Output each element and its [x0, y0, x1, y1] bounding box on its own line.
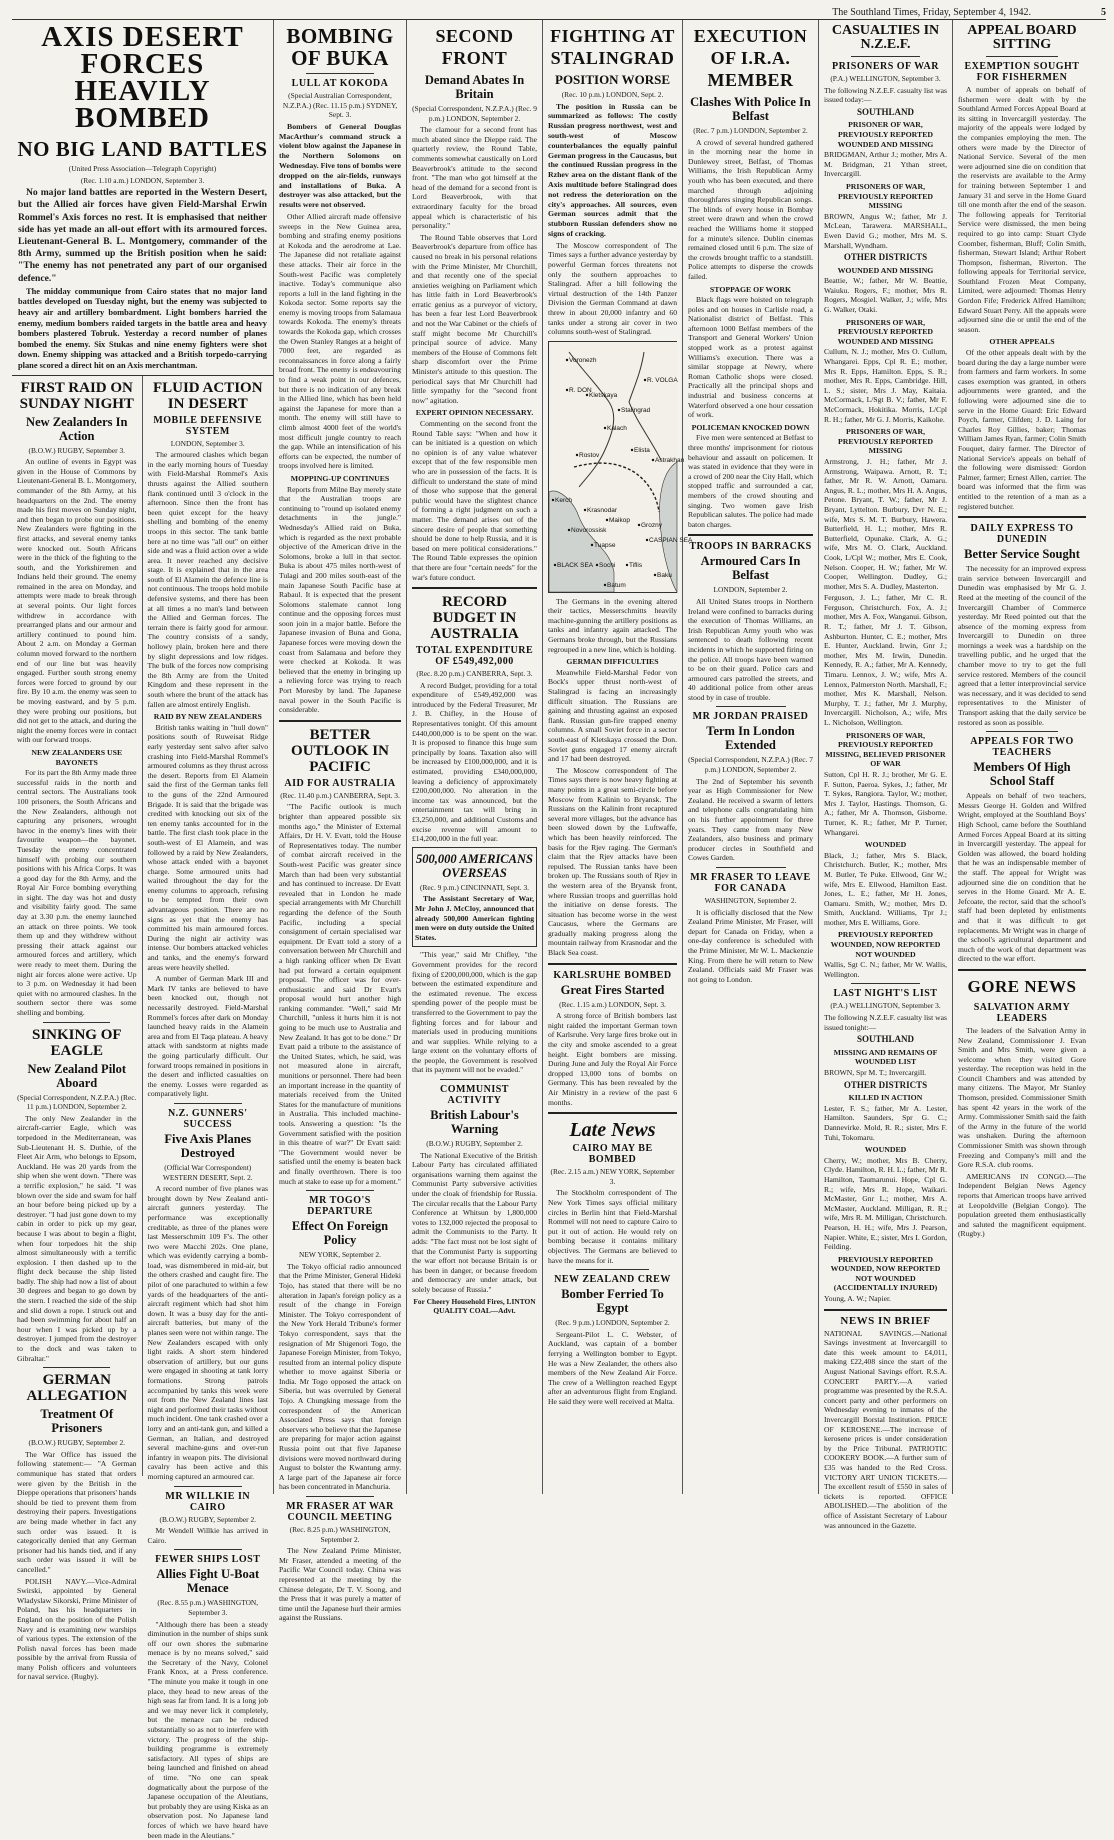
communist-body: The National Executive of the British Labour Party has circulated affiliated organisations warning them against the Communist Party subversive activities under the cloak of friendship for Russia. The circular recalls that the Labour Party Conference at Whitsun by 1,800,000 votes to 132,000 rejected the proposal to admit the Communists to the Party. It adds: "The fact must not be lost sight of that the Communist Party is supporting the war effort not because Britain is or has been in danger, or because freedom and democracy are under attack, but solely because of Russia." [412, 1151, 537, 1295]
karlsruhe-body: A strong force of British bombers last night raided the important German town of Karlsruhe. Very large fires broke out in the city and smoke ascended to a great height. Eight bombers are missing. During June and July the Royal Air Force dropped 13,000 tons of bombs on Germany. This has been revealed by the Air Ministry in a review of the past 6 months. [548, 1011, 677, 1107]
map-label: R. DON [569, 387, 592, 394]
divider [824, 1309, 947, 1311]
map-city-dot [584, 508, 586, 510]
troops-subheadline: Armoured Cars In Belfast [688, 554, 813, 582]
jordan-headline: MR JORDAN PRAISED [688, 711, 813, 722]
stalingrad-lead: The position in Russia can be summarized as follows: The costly Russian progress northwest, west and south-west of Moscow counterbalances the equally painful German progress in the Caucasus, but the continued Russian progress in the Rzhev area on the distant flank of the Axis multitude before Stalingrad does not redress the deterioration on the city's approaches. All sources, even German sources admit that the stubborn Russian defenders show no signs of cracking. [548, 102, 677, 239]
masthead [12, 6, 1106, 20]
map-label: Baku [657, 572, 672, 579]
buka-headline: BOMBING OF BUKA [279, 25, 401, 69]
divider [851, 983, 920, 984]
buka-body: Other Allied aircraft made offensive sweeps in the New Guinea area, bombing and strafing enemy positions at Kokoda and the aerodrome at Lae. The Japanese did not retaliate against these attacks. Their air force in the South-west Pacific was completely inactive. Today's communique also reports a lull in the land fighting in the Kokoda sector. Some reports say the enemy is moving troops from Salamaua towards Kokoda. The enemy's threats towards the Kokoda gap, which crosses the Owen Stanley Ranges at a height of 7000 feet, are regarded as reconnaissances in force along a fairly broad front. The enemy is endeavouring to find a weak point in our defences, but there is no indication of any break in the Allied line, which has been held against the Japanese for more than a month. The enemy will still have to climb almost 4000 feet of the world's most difficult jungle country to reach the gap. While an intensification of his efforts can be expected, the number of troops involved here is limited. [279, 212, 401, 471]
communist-headline: COMMUNIST ACTIVITY [412, 1084, 537, 1106]
fluid-action-body: The armoured clashes which began in the early morning hours of Tuesday with Field-Marshal Rommel's Axis thrusts against the Allied southern flank continued until 3 o'clock in the afternoon. Since then the front has been quiet except for the heavy shelling and bombing of the enemy troops in this sector. The tank battle here at no time was "all out" on either side and was a fluid action over a wide area. It never reached any decisive stage. It is explained that in the area south of El Alamein the defence line is not continuous. The troops hold mobile defensive systems, and there has been at all times a no man's land between the Allied and German forces. The terrain there is fairly good for armour. The country consists of a sandy, hollowy plain, broken here and there by slight depressions and low ridges. The bulk of the forces now comprising the 8th Army are from the United Kingdom and these represent in the south where the brunt of the attack has fallen are almost entirely English. [148, 450, 269, 709]
stalingrad-subheadline: POSITION WORSE [548, 73, 677, 87]
gunners-subheadline: Five Axis Planes Destroyed [148, 1132, 269, 1160]
willkie-body: Mr Wendell Willkie has arrived in Cairo. [148, 1526, 269, 1545]
polish-navy-brief: POLISH NAVY.—Vice-Admiral Swirski, appointed by General Wladyslaw Sikorski, Prime Minister of Poland, has his headquarters in England on the position of the Polish Navy and is examining new warships of various types. The extension of the Polish naval forces has been made possible by the arrival from Russia of many Polish officers and volunteers for naval service. (Rugby). [17, 1577, 137, 1683]
togo-subheadline: Effect On Foreign Policy [279, 1219, 401, 1247]
execution-body: A crowd of several hundred gathered in the morning near the home in Dunlewey street, Belfast, of Thomas Williams, the Irish Republican Army youth who has been executed, and there marched through adjoining thoroughfares singing Republican songs. The blinds of every house in Bombay street were drawn and when the crowd reached the Williams home it stopped for a minute's silence. Dublin cinemas remained closed until 6 p.m. The size of the crowds brought traffic to a standstill. Police attempts to disperse the crowds failed. [688, 138, 813, 282]
column-3 [274, 20, 407, 1494]
jordan-dateline: (Special Correspondent, N.Z.P.A.) (Rec. 7 p.m.) LONDON, September 2. [688, 755, 813, 774]
map-label: Sochi [599, 562, 615, 569]
second-front-body-2: Commenting on the second front the Round Table says: "When and how it can be initiated is a question on which no opinion is of any value whatever except that of the few responsible men who are in possession of the facts. It is difficult to understand the state of mind of those who suppose that the general public would have the slightest chance of forming a right judgment on such a matter. The demand arises out of the sincere desire of people that something should be done to help Russia, and it is based on mere political considerations." The Round Table expresses the opinion that there are four "certain needs" for the war's future conduct. [412, 419, 537, 582]
togo-headline: MR TOGO'S DEPARTURE [279, 1195, 401, 1217]
first-raid-headline: FIRST RAID ON SUNDAY NIGHT [17, 380, 137, 412]
fraser-council-body: The New Zealand Prime Minister, Mr Fraser, attended a meeting of the Pacific War Council today. China was represented at the meeting by the Chinese delegate, Dr T. V. Soong, and the Press that it was purely a matter of time until the Japanese hurl their armies against the Russians. [279, 1546, 401, 1623]
americans-body: The Assistant Secretary of War, Mr John J. McCloy, announced that already 500,000 American fighting men were on duty outside the United States. [415, 894, 534, 942]
execution-dateline: (Rec. 7 p.m.) LONDON, September 2. [688, 126, 813, 136]
cairo-headline: CAIRO MAY BE BOMBED [548, 1143, 677, 1165]
map-city-dot [586, 393, 588, 395]
karlsruhe-subheadline: Great Fires Started [548, 983, 677, 997]
execution-crosshead: STOPPAGE OF WORK [688, 285, 813, 295]
map-city-dot [644, 378, 646, 380]
americans-dateline: (Rec. 9 p.m.) CINCINNATI, Sept. 3. [415, 883, 534, 893]
map-city-dot [576, 453, 578, 455]
news-in-brief-headline: NEWS IN BRIEF [824, 1316, 947, 1327]
column-6 [683, 20, 819, 1494]
jordan-subheadline: Term In London Extended [688, 724, 813, 752]
column-8 [953, 20, 1091, 1494]
column-5 [543, 20, 683, 1494]
troops-headline: TROOPS IN BARRACKS [688, 541, 813, 552]
last-night-list-dateline: (P.A.) WELLINGTON, September 3. [824, 1001, 947, 1011]
fewer-ships-headline: FEWER SHIPS LOST [148, 1554, 269, 1565]
communist-dateline: (B.O.W.) RUGBY, September 2. [412, 1139, 537, 1149]
americans-headline: 500,000 AMERICANS OVERSEAS [415, 852, 534, 880]
casualties-intro: The following N.Z.E.F. casualty list was issued today:— [824, 86, 947, 105]
divider [174, 1549, 242, 1550]
gunners-headline: N.Z. GUNNERS' SUCCESS [148, 1108, 269, 1130]
list-entries: Cherry, W.; mother, Mrs B. Cherry, Clyde. Hamilton, R. H. L.; father, Mr R. Hamilton, Taumarunui. Hope, Cpl G. R.; wife, Mrs R. Hope, Waikari. McMaster, Gnr L.; mother, Mrs A. McMaster, Auckland. Milligan, R. R.; wife, Mrs R. M. Milligan, Christchurch. Pearson, H. H.; wife, Mrs J. Pearson, Napier. White, E.; sister, Mrs I. Gordon, Feilding. [824, 1156, 947, 1252]
second-front-headline: SECOND FRONT [412, 25, 537, 69]
cairo-dateline: (Rec. 2.15 a.m.) NEW YORK, September 3. [548, 1167, 677, 1186]
list-entries: Young, A. W.; Napier. [824, 1294, 947, 1304]
stalingrad-body-2: The Germans in the evening altered their tactics, Messerschmitts heavily machine-gunning the artillery positions as tanks and infantry again attacked. The Germans broke through, but the Russians regrouped in a new line, which is holding. [548, 597, 677, 655]
divider [43, 1022, 110, 1023]
fluid-action-crosshead: RAID BY NEW ZEALANDERS [148, 712, 269, 722]
stalingrad-body: The Moscow correspondent of The Times says a further advance yesterday by powerful German forces threatens not only the southern approaches to Stalingrad. After a hill following the virtual destruction of the 14th Panzer Division the German Command at dawn threw in about 20,000 infantry and 60 tanks under a strong air cover in two columns south-west of Stalingrad. [548, 241, 677, 337]
divider [548, 1112, 677, 1114]
list-entries: Armstrong, J. H.; father, Mr J. Armstrong, Waipawa. Arnott, R. T.; father, Mr R. W. Arnott, Oamaru. Angus, R. L.; mother, Mrs H. A. Angus, Petone. Bryant, T. W.; father, Mr J. Bryant, Lyttelton. Burbury, Dvr N. E.; wife, Mrs S. M. T. Burbury, Hawera. Butterfield, H. L.; mother, Mrs R. Butterfield, Opunake. Clark, A. G.; wife, Mrs M. O. Clark, Auckland. Cook, L/Cpl W.; mother, Mrs E. Cook, Nelson. Cooper, H. W.; father, Mr W. Cooper, Wellington. Dudley, G.; mother, Mrs S. A. Dudley, Masterton. [824, 457, 947, 591]
caucasus-map [548, 341, 677, 593]
coal-advert: For Cheery Household Fires, LINTON QUALITY COAL—Advt. [412, 1297, 537, 1316]
map-city-dot [596, 563, 598, 565]
buka-lead: Bombers of General Douglas MacArthur's command struck a violent blow against the Japanese in the Northern Solomons on Wednesday. Five tons of bombs were dropped on the air-fields, runways and installations of Buka. A destroyer was also attacked, but the results were not observed. [279, 122, 401, 210]
appeal-board-body-2: Of the other appeals dealt with by the board during the day a large number were from farmers and farm workers. In some cases exemption was granted, in others adjournments were granted, and the following were adjourned sine die to serve in the Home Guard: Eric Edward Poych, farmer, Clifden; J. D. Laing for Charles Roy Gillies, baker; Thomas William James Ryan, farmer; Colin Smith Fouquet, dairy farmer. The Director of National Service's appeals on behalf of the following were dismissed: Gordon Palmer, farmer; Ernest Allen, carrier. The board was informed that the firm was entitled to the retention of a man as a registered butcher. [958, 348, 1086, 511]
second-front-lead: The clamour for a second front has much abated since the Dieppe raid. The quarterly review, the Round Table, comments somewhat caustically on Lord Beaverbrook's attitude to the second front. "The man who got himself at the head of the demand for a second front is Lord Beaverbrook, with that extraordinary faculty for the broad appeal which is characteristic of his personality." [412, 125, 537, 231]
map-city-dot [654, 573, 656, 575]
divider [958, 969, 1086, 971]
appeal-board-headline: APPEAL BOARD SITTING [958, 24, 1086, 52]
fraser-canada-body: It is officially disclosed that the New Zealand Prime Minister, Mr Fraser, will depart for Canada on Friday, when a one-day conference is scheduled with the Prime Minister, Mr W. L. Mackenzie King. From there he will return to New Zealand. Officials said Mr Fraser was not going to London. [688, 908, 813, 985]
list-heading: WOUNDED [824, 1145, 947, 1155]
columns [12, 20, 1106, 1494]
pacific-body: "The Pacific outlook is much brighter than appeared possible six months ago," the Minister of External Affairs, Dr H. V. Evatt, told the House of Representatives today. The number of combat aircraft received in the South-west Pacific was greater since March than had been very substantial and has continued to increase. Dr Evatt revealed that in London he made special arrangements with Mr Churchill regarding the defence of the South Pacific, including a special consignment of certain specialised war equipment. Dr Evatt told a story of a conversation between Mr Churchill and a high ranking officer when Dr Evatt had put forward a certain equipment proposal. The officer was for over-enthusiastic and said Dr Evatt's proposal would hurt another high ranking commander. "Well," said Mr Churchill, "unless it hurts him it is not going to be much use to Australia and New Zealand. It has got to be done." Dr Evatt paid a tribute to the assistance of the United States, which, he said, was not measured alone in aircraft, munitions or personnel. There had been an important increase in the quantity of materials received from the United States for the manufacture of munitions in Australia. This included machine-tools. Answering a question: "Is the Government satisfied with the position in this theatre of war?" Dr Evatt said: "The Government would never be satisfied until the enemy is beaten back and finally overthrown. There is too much at stake to ease up for a moment." [279, 802, 401, 1186]
daily-express-headline: DAILY EXPRESS TO DUNEDIN [958, 523, 1086, 545]
divider [851, 56, 920, 57]
teachers-body: Appeals on behalf of two teachers, Messrs George H. Golden and Wilfred Wright, employed at the Southland Boys' High School, came before the Southland Armed Forces Appeal Board at its sitting in Invercargill yesterday. The appeal for Golden was allowed, the board holding that he was an indispensable member of the staff. The appeal for Wright was adjourned sine die on condition that he serves in the Home Guard. Mr A. E. Jefcoate, the rector, said that the school's staff had been depleted by enlistments and that it was difficult to get replacements. Mr Wright was in charge of the school's agricultural department and much of the work of that department was directed to the war effort. [958, 791, 1086, 964]
fewer-ships-body: "Although there has been a steady diminution in the number of ships sunk off our own shores the submarine menace is by no means solved," said the Secretary of the Navy, Colonel Frank Knox, at a Press conference. "The minute you make it tough in one place, they head to new areas of the high seas far from land. It is a long job and we may never lick it completely, but the menace can be reduced substantially so as not to interfere with victory. The progress of the ship-building programme is extremely satisfactory. All types of ships are being launched and finished on ahead of time. "No one can speak dogmatically about the purpose of the Japanese occupation of the Aleutians, but probably they are using Kiska as an observation post. No Japanese land forces of which we have heard have been made in the Aleutians." [148, 1620, 269, 1840]
main-second-paragraph: The midday communique from Cairo states that no major land battles developed on Tuesday night, but the enemy was subjected to heavy air and artillery bombardment. Light bombers harried the enemy, medium bombers raided targets in the battle area and heavy bombers plastered Tobruk. Yesterday a record number of planes bombed the enemy. Six Stukas and nine enemy fighters were shot down. Enemy shipping was attacked and a British torpedo-carrying plane scored a direct hit on an Axis merchantman. [18, 287, 267, 372]
pacific-headline: BETTER OUTLOOK IN PACIFIC [279, 727, 401, 775]
map-label: Rostov [579, 452, 600, 459]
list-heading: PRISONERS OF WAR, PREVIOUSLY REPORTED MISSING [824, 427, 947, 456]
map-drawing [549, 342, 677, 592]
list-heading: KILLED IN ACTION [824, 1093, 947, 1103]
divider [306, 73, 374, 74]
second-front-dateline: (Special Correspondent, N.Z.P.A.) (Rec. 9 p.m.) LONDON, September 2. [412, 104, 537, 123]
buka-subheadline: LULL AT KOKODA [279, 78, 401, 89]
column-7 [819, 20, 953, 1494]
casualties-headline: CASUALTIES IN N.Z.E.F. [824, 24, 947, 52]
execution-headline: EXECUTION OF I.R.A. MEMBER [688, 25, 813, 91]
fluid-action-dateline: LONDON, September 3. [148, 439, 269, 449]
karlsruhe-dateline: (Rec. 1.15 a.m.) LONDON, Sept. 3. [548, 1000, 677, 1010]
gunners-dateline: (Official War Correspondent) WESTERN DESERT, Sept. 2. [148, 1163, 269, 1182]
map-label: Krasnodar [587, 507, 618, 514]
credit-line: (United Press Association—Telegraph Copyright) [18, 164, 267, 174]
nz-crew-body: Sergeant-Pilot L. C. Webster, of Auckland, was captain of a bomber ferrying a Wellington bomber to Egypt. He was a New Zealander, the others also members of the New Zealand Air Force. The crew of a Wellington reached Egypt after an adventurous flight from England. He said they were well received at Malta. [548, 1330, 677, 1407]
fraser-council-dateline: (Rec. 8.25 p.m.) WASHINGTON, September 2. [279, 1525, 401, 1544]
list-entries: BROWN, Angus W.; father, Mr J. McLean, Tarawera. MARSHALL, Ewen David G.; mother, Mrs M. S. Marshall, Wyndham. [824, 212, 947, 250]
americans-box [412, 847, 537, 948]
list-heading: PRISONERS OF WAR, PREVIOUSLY REPORTED WOUNDED AND MISSING [824, 318, 947, 347]
map-city-dot [554, 563, 556, 565]
togo-dateline: NEW YORK, September 2. [279, 1250, 401, 1260]
list-heading: PREVIOUSLY REPORTED WOUNDED, NOW REPORTED NOT WOUNDED [824, 930, 947, 959]
divider [688, 534, 813, 536]
troops-dateline: LONDON, September 2. [688, 585, 813, 595]
map-label: Voronezh [569, 357, 597, 364]
gore-news-headline: GORE NEWS [958, 976, 1086, 998]
pacific-subheadline: AID FOR AUSTRALIA [279, 778, 401, 789]
german-allegation-subheadline: Treatment Of Prisoners [17, 1407, 137, 1435]
divider [306, 1496, 374, 1497]
region-other: OTHER DISTRICTS [824, 1081, 947, 1091]
map-city-dot [638, 523, 640, 525]
divider [43, 1367, 110, 1368]
divider [174, 1486, 242, 1487]
list-heading: MISSING AND REMAINS OF WOUNDED LIST [824, 1048, 947, 1067]
map-city-dot [552, 498, 554, 500]
divider [576, 1269, 648, 1270]
togo-body: The Tokyo official radio announced that the Prime Minister, General Hideki Tojo, has stated that there will be no alteration in Japan's foreign policy as a result of the change in Foreign Minister. The Tokyo correspondent of the New York Herald Tribune's former Tokyo correspondent, says that the resignation of Mr Shigenori Togo, the Japanese Foreign Minister, from Tokyo, resulted from an internal policy dispute whether to move against Siberia or India. Mr Togo opposed the attack on Siberia, but was overruled by General Tojo. A Chungking message from the correspondent of the American Associated Press says that foreign observers who believe that the Japanese are preparing for major action against Russia point out that five Japanese divisions were moved northward during August to bolster the Kwantung army. A large part of the Japanese air force has been concentrated in Manchuria. [279, 1262, 401, 1492]
fluid-action-body-3: A number of German Mark III and Mark IV tanks are believed to have been knocked out, though not necessarily destroyed. Field-Marshal Rommel's forces after dark on Monday launched heavy raids in the Alamein area and from El Taqa plateau. A heavy attack with sandstorm at nights made the going particularly difficult. Our forward troops remained in positions in the desert and inflicted casualties on the enemy. Losses were regarded as comparatively light. [148, 974, 269, 1099]
stalingrad-dateline: (Rec. 10 p.m.) LONDON, Sept. 2. [548, 90, 677, 100]
divider [440, 1079, 510, 1080]
list-entries: Sutton, Cpl H. R. J.; brother, Mr G. E. F. Sutton, Paeroa. Sykes, J.; father, Mr T. Sykes, Rangiora. Taylor, W.; mother, Mrs J. Taylor, Hastings. Thomson, G. A.; father, Mr A. Thomson, Gisborne. Turner, K. R.; father, Mr P. Turner, Whangarei. [824, 770, 947, 837]
fewer-ships-subheadline: Allies Fight U-Boat Menace [148, 1567, 269, 1595]
first-raid-dateline: (B.O.W.) RUGBY, September 3. [17, 446, 137, 456]
map-label: Stalingrad [621, 407, 651, 414]
first-raid-subheadline: New Zealanders In Action [17, 415, 137, 443]
map-label: Tuapse [594, 542, 616, 549]
list-entries: Beattie, W.; father, Mr W. Beattie, Waiuku. Rogers, F.; mother, Mrs R. Rogers, Mosgiel. Walker, J.; wife, Mrs G. Walker, Otaki. [824, 276, 947, 314]
gore-news-subheadline: SALVATION ARMY LEADERS [958, 1002, 1086, 1024]
divider [986, 56, 1058, 57]
paper-dateline: The Southland Times, Friday, September 4, 1942. [832, 6, 1031, 19]
fewer-ships-dateline: (Rec. 8.55 p.m.) WASHINGTON, September 3. [148, 1598, 269, 1617]
map-label: Kalach [607, 425, 627, 432]
divider [716, 867, 786, 868]
divider [548, 963, 677, 965]
list-entries: BROWN, Spr M. T.; Invercargill. [824, 1068, 947, 1078]
map-label: Maikop [609, 517, 630, 524]
buka-crosshead: MOPPING-UP CONTINUES [279, 474, 401, 484]
communist-subheadline: British Labour's Warning [412, 1108, 537, 1136]
fluid-action-subheadline: MOBILE DEFENSIVE SYSTEM [148, 415, 269, 437]
map-city-dot [604, 426, 606, 428]
list-heading: WOUNDED [824, 840, 947, 850]
divider [716, 706, 786, 707]
eagle-dateline: (Special Correspondent, N.Z.P.A.) (Rec. 11 p.m.) LONDON, September 2. [17, 1093, 137, 1112]
divider [306, 1190, 374, 1191]
divider [986, 731, 1058, 732]
second-front-subheadline: Demand Abates In Britain [412, 73, 537, 101]
column-1 [12, 376, 143, 1476]
map-city-dot [618, 408, 620, 410]
congo-brief: AMERICANS IN CONGO.—The Independent Belgian News Agency reports that American troops have arrived at Leopoldville (Belgian Congo). The population greeted them enthusiastically and saluted the magnificent equipment. (Rugby.) [958, 1172, 1086, 1239]
list-heading: WOUNDED AND MISSING [824, 266, 947, 276]
teachers-subheadline: Members Of High School Staff [958, 760, 1086, 788]
list-entries: Ferguson, J. L.; father, Mr C. R. Ferguson, Christchurch. Fox, A. J.; mother, Mrs A. Fox, Wanganui. Gibson, R. T.; father, Mr J. T. Gibson, Ashburton. Hunter, C. E.; mother, Mrs E. Hunter, Auckland. Irwin, Gnr J.; mother, Mrs M. Irwin, Dunedin. Kennedy, R. A.; father, Mr A. Kennedy, Timaru. Lennox, J. W.; wife, Mrs A. Lennox, Palmerston North. Marshall, F.; mother, Mrs K. Marshall, Nelson. Murphy, T. J.; father, Mr J. Murphy, Invercargill. Nicholson, A.; wife, Mrs L. Nicholson, Wellington. [824, 593, 947, 727]
budget-headline: RECORD BUDGET IN AUSTRALIA [412, 594, 537, 642]
budget-subheadline: TOTAL EXPENDITURE OF £549,492,000 [412, 645, 537, 667]
column-2 [143, 376, 274, 1476]
execution-body-3: Five men were sentenced at Belfast to three months' imprisonment for riotous behaviour and assault on policemen. It was stated in evidence that they were in a crowd of 200 near the City Hall, which stopped traffic and surrounded a car, members of the crowd shouting and singing. Two women gave Irish Republican salutes. The police had made baton charges. [688, 433, 813, 529]
divider [174, 1103, 242, 1104]
list-entries: Cullum, N. J.; mother, Mrs O. Cullum, Whangarei. Epps, Cpl R. E.; mother, Mrs R. Epps, Hamilton. Epps, S. R.; mother, Mrs R. Epps, Cambridge. Hill, L. S.; sister, Mrs J. May, Kaitaia. McCormack, L/Sgt B. V.; father, Mr F. McCormack, Hokitika. Morris, L/Cpl R. H.; father, Mr G. J. Morris, Kaikohe. [824, 347, 947, 424]
map-label: Astrakhan [655, 457, 685, 464]
appeal-board-crosshead: OTHER APPEALS [958, 337, 1086, 347]
gore-news-body: The leaders of the Salvation Army in New Zealand, Commissioner J. Evan Smith and Mrs Smith, were given a welcome when they visited Gore yesterday. The reception was held in the Council Chambers and was attended by many citizens. The Mayor, Mr Stanley Thomson, presided. Commissioner Smith has spent 42 years in the work of the Army. Commissioner Smith said the faith of the Army in the future of the world was unshaken. During the afternoon Commissioner Smith was shown through Freezing and Company's mill and the Gore R.S.A. club rooms. [958, 1026, 1086, 1170]
buka-body-2: Reports from Milne Bay merely state that the Australian troops are continuing to "round up isolated enemy detachments in the jungle." Wednesday's Allied raid on Buka, which is regarded as the next probable objective of the American drive in the Solomons, broke a lull in that sector. Buka is about 475 miles north-west of Tulagi and 200 miles south-east of the main Japanese South Pacific base at Rabaul. It is expected that the present Solomons stalemate cannot long continue and the opposing forces must soon join in a major battle. Before the Japanese invasion of Buna and Gona, Japanese forces were moving down the coast from Salamaua and before they were checked at Kokoda. It was believed that the enemy in bringing up a relieving force was trying to reach Port Moresby by land. The Japanese naval power in the South Pacific is considerable. [279, 485, 401, 715]
last-night-list-headline: LAST NIGHT'S LIST [824, 988, 947, 999]
budget-dateline: (Rec. 8.20 p.m.) CANBERRA, Sept. 3. [412, 669, 537, 679]
list-entries: Black, J.; father, Mrs S. Black, Christchurch. Butler, K.; mother, Mrs M. Butler, Te Puke. Ellwood, Gnr W.; wife, Mrs E. Ellwood, Hamilton East. Jones, L. E.; father, Mr H. Jones, Oamaru. Smith, W.; mother, Mrs D. Smith, Auckland. Williams, Tpr J.; mother, Mrs E. Williams, Gore. [824, 851, 947, 928]
divider [279, 720, 401, 722]
region-southland: SOUTHLAND [824, 1035, 947, 1045]
lead-subcolumns [12, 375, 273, 1476]
willkie-dateline: (B.O.W.) RUGBY, September 2. [148, 1515, 269, 1525]
second-front-crosshead: EXPERT OPINION NECESSARY. [412, 408, 537, 418]
nz-crew-headline: NEW ZEALAND CREW [548, 1274, 677, 1285]
fraser-council-headline: MR FRASER AT WAR COUNCIL MEETING [279, 1501, 401, 1523]
fraser-canada-dateline: WASHINGTON, September 2. [688, 896, 813, 906]
map-label: Grozny [641, 522, 663, 529]
map-city-dot [626, 563, 628, 565]
column-4 [407, 20, 543, 1494]
list-entries: Lester, F. S.; father, Mr A. Lester, Hamilton. Saunders, Spr G. C.; Dannevirke. Mold, R. R.; sister, Mrs F. Tuhi, Tokomaru. [824, 1104, 947, 1142]
stalingrad-crosshead: GERMAN DIFFICULTIES [548, 657, 677, 667]
map-label: R. VOLGA [647, 377, 678, 384]
first-raid-crosshead: NEW ZEALANDERS USE BAYONETS [17, 748, 137, 767]
region-other: OTHER DISTRICTS [824, 253, 947, 263]
divider [958, 516, 1086, 518]
map-city-dot [652, 458, 654, 460]
late-news-heading: Late News [548, 1119, 677, 1141]
eagle-subheadline: New Zealand Pilot Aboard [17, 1062, 137, 1090]
cairo-body: The Stockholm correspondent of The New York Times says official military circles in Berlin hint that Field-Marshal Rommel will not need to capture Cairo to put it out of action. He would rely on bombing because it contains military objectives. The Germans are believed to have the means for it. [548, 1188, 677, 1265]
stalingrad-headline: FIGHTING AT STALINGRAD [548, 25, 677, 69]
list-heading: PRISONERS OF WAR, PREVIOUSLY REPORTED MISSING [824, 182, 947, 211]
map-label: Novorossisk [571, 527, 607, 534]
stalingrad-body-4: The Moscow correspondent of The Times says there is now heavy fighting at many points in a great semi-circle before Moscow from Kalinin to Bryansk. The Russians on the Kalinin front recaptured several more villages, but the advance has been slowed down by the Luftwaffe, which has been heavily reinforced. The basis for the Rjev raging. The German's claim that the Rjev attacks have been repulsed. The Russian tanks have been broken up. The Russians south of Rjev in the western area of the Bryansk front, where Russian troops and guerrillas hold the initiative on dense forests. The situation has become worse in the west Caucasus, where the Germans are gradually making progress along the mountain railway from Krasnodar and the Black Sea coast. [548, 766, 677, 958]
pacific-dateline: (Rec. 11.40 p.m.) CANBERRA, Sept. 3. [279, 791, 401, 801]
first-raid-body-2: For its part the 8th Army made three successful raids in the north and central sectors. The Australians took 100 prisoners, the South Africans and the New Zealanders, although not capturing any prisoners, wrought havoc in the enemy's lines with their favourite weapon—the bayonet. Tuesday the enemy concentrated himself with probing our southern positions with his Africa Corps. It was a good day for the 8th Army, and the Royal Air Force bombing everything in sight. The day was hot and dusty and visibility fairly good. The same day at 3.30 p.m. the enemy launched an attack on three points. We took them up and they withdrew without pressing their attack against our armoured forces and artillery, which were ready to meet them. During the night air forces alone were active. Up to 3 p.m. on Wednesday it had been quiet with no armoured clashes. In the southern sector there was some shelling and bombing. [17, 768, 137, 1017]
news-in-brief-body: NATIONAL SAVINGS.—National Savings investment at Invercargill to date this week amount to £4,011, making £22,408 since the start of the August National Savings effort. R.S.A. CONCERT PARTY.—A varied programme was presented by the R.S.A. concert party and other performers on Wednesday evening to inmates of the Invercargill Borstal Institution. PRICE OF KEROSENE.—The increase of kerosene prices is under consideration by the Price Tribunal. PATRIOTIC COOKERY BOOK.—A further sum of £35 was handed to the Red Cross. VICTORY ART UNION TICKETS.—The excellent result of £550 in sales of tickets is reported. OFFICE ABOLISHED.—The abolition of the office of Assistant Secretary of Labour was announced in the Gazette. [824, 1329, 947, 1530]
map-city-dot [566, 358, 568, 360]
map-label: BLACK SEA [557, 562, 594, 569]
region-southland: SOUTHLAND [824, 108, 947, 118]
list-entries: Wallis, Sgt C. N.; father, Mr W. Wallis, Wellington. [824, 960, 947, 979]
fluid-action-body-2: British tanks waiting in "hull down" positions south of Ruweisat Ridge early yesterday sent salvo after salvo crashing into Field-Marshal Rommel's armoured columns as they thrust across the desert. Reports from El Alamein said the first of the German tanks fell to the guns of the 22nd Armoured Brigade. It is said that the brigade was credited with knocking out six of the ten enemy tanks accounted for in the battle. The first clash took place in the south-west of El Alamein, and was followed by a raid by New Zealanders, whose attack ended with a bayonet charge. Some armoured units had waited throughout the day for the enemy columns to approach, refusing to be tempted from their own advantageous position. There are no signs as yet that the enemy has committed his main armoured forces. During the night air activity was intense. Our bombers attacked vehicles and tanks, and the enemy's forward areas were heavily shelled. [148, 723, 269, 972]
budget-body-2: "This year," said Mr Chifley, "the Government provides for the record fixing of £200,000,000, which is the gap between the estimated expenditure and the estimated revenue. The excess spending power of the people must be transferred to the Government to pay the fighting forces and for labour and materials used in producing munitions and war supplies. While relying to a large extent on the voluntary efforts of the people, the Government is resolved that its payment will not be evaded." [412, 950, 537, 1075]
main-subheadline: NO BIG LAND BATTLES [12, 138, 273, 160]
eagle-headline: SINKING OF EAGLE [17, 1027, 137, 1059]
list-heading: PREVIOUSLY REPORTED WOUNDED, NOW REPORTED NOT WOUNDED (ACCIDENTALLY INJURED) [824, 1255, 947, 1293]
appeal-board-body: A number of appeals on behalf of fishermen were dealt with by the Southland Armed Forces Appeal Board at its sitting in Invercargill yesterday. The majority of the appeals were lodged by the companies employing the men. The others were made by the Director of National Service. Several of the men were adjourned sine die on condition that the reservists are available to the Army for training between September 1 and January 31 and serve in the Home Guard till one month after the end of the season. The following appeals for Territorial Service were dismissed, the men being required to go into camp: Stuart Clyde Coomber, fisherman, Bluff; Colin Smith, fisherman, Stewart Island; Arthur Robert Thompson, fisherman, Riverton. The following appeals for Territorial service, Southland Frozen Meat Company, Limited, were adjourned: Thomas Henry Gordon Fife; Frederick Alfred Hamilton; Edward Stuart Perry. All the appeals were adjourned sine die or until the end of the season. [958, 85, 1086, 334]
execution-crosshead-2: POLICEMAN KNOCKED DOWN [688, 423, 813, 433]
karlsruhe-headline: KARLSRUHE BOMBED [548, 970, 677, 981]
daily-express-subheadline: Better Service Sought [958, 547, 1086, 561]
stalingrad-body-3: Meanwhile Field-Marshal Fedor von Bock's upper thrust north-west of Stalingrad is facing an increasingly difficult situation. The Russians are gaining and thrusting against an exposed flank. Russian gun-fire trapped enemy columns. A small Soviet force in a sector south-east of Kletskaya crossed the Don. Soviet guns engaged 17 enemy aircraft and 17 had been destroyed. [548, 668, 677, 764]
nz-crew-subheadline: Bomber Ferried To Egypt [548, 1287, 677, 1315]
map-city-dot [646, 538, 648, 540]
casualties-subheadline: PRISONERS OF WAR [824, 61, 947, 72]
execution-subheadline: Clashes With Police In Belfast [688, 95, 813, 123]
casualties-dateline: (P.A.) WELLINGTON, September 3. [824, 74, 947, 84]
map-label: Batum [607, 582, 626, 589]
second-front-body: The Round Table observes that Lord Beaverbrook's departure from office has caused no break in his personal relations with the Prime Minister, Mr Churchill, and that recently one of the special anxieties weighing on Parliament which has little faith in Lord Beaverbrook's erratic genius as a purveyor of victory, has been a fear lest Lord Beaverbrook and not the War Cabinet or the chiefs of staff might become Mr Churchill's principal source of advice. Many members of the House of Commons felt sharp discomfort over the Prime Minister's attitude to this question. The periodical says that Mr Churchill had little sympathy for the "second front now" agitation. [412, 233, 537, 406]
divider [412, 587, 537, 589]
map-city-dot [566, 388, 568, 390]
map-city-dot [591, 543, 593, 545]
map-label: Kerch [555, 497, 572, 504]
budget-body: A record Budget, providing for a total expenditure of £549,492,000 was introduced by the Federal Treasurer, Mr J. B. Chifley, in the House of Representatives tonight. Of this amount £440,000,000 is to be spent on the war. It is proposed to finance this huge sum principally by loans. Taxation also will be increased by £100,000,000, and it is estimated, providing £340,000,000, leaving a deficiency of approximately £200,000,000. No alteration in the income tax was announced, but the entertainment tax will bring in £3,250,000, and additional Customs and excise revenue will amount to £14,200,000 in the full year. [412, 681, 537, 844]
jordan-body: The 2nd of September his seventh year as High Commissioner for New Zealand. He received a swarm of letters and telephone calls congratulating him on his further appointment for three years. They came from many New Zealanders, also business and primary producer circles in Southfield and Cowes Garden. [688, 777, 813, 863]
main-dateline: (Rec. 1.10 a.m.) LONDON, September 3. [18, 176, 267, 186]
teachers-headline: APPEALS FOR TWO TEACHERS [958, 736, 1086, 758]
map-city-dot [568, 528, 570, 530]
troops-body: All United States troops in Northern Ireland were confined to barracks during the execution of Thomas Williams, an Irish Republican Army youth who was sentenced to death following recent incidents in which he supported firing on the police. All troops have been warned to be on their guard. Police cars and armoured cars patrolled the streets, and 40 additional police from other areas stood by in case of trouble. [688, 597, 813, 703]
nz-crew-dateline: (Rec. 9 p.m.) LONDON, September 2. [548, 1318, 677, 1328]
list-entries: BRIDGMAN, Arthur J.; mother, Mrs A. M. Bridgman, 21 Ythan street, Invercargill. [824, 150, 947, 179]
list-heading: PRISONER OF WAR, PREVIOUSLY REPORTED WOUNDED AND MISSING [824, 120, 947, 149]
map-label: Elista [634, 447, 650, 454]
daily-express-body: The necessity for an improved express train service between Invercargill and Dunedin was emphasised by Mr G. J. Reed at the meeting of the council of the Invercargill Chamber of Commerce yesterday. Mr Reed pointed out that the absence of the morning express from Invercargill to Dunedin on three mornings a week was a hardship on the travelling public, and he urged that the chamber move to try to get the full service restored. Members of the council agreed that a letter interprovincial service was necessary, and it was decided to send representatives to the Minister of Transport asking that the daily service be restored as soon as possible. [958, 564, 1086, 727]
map-city-dot [631, 448, 633, 450]
main-headline: AXIS DESERT FORCES HEAVILY BOMBED [12, 24, 273, 132]
map-city-dot [606, 518, 608, 520]
german-allegation-body: The War Office has issued the following statement:— "A German communique has stated that orders were given by the British in the Dieppe operations that prisoners' hands should be tied to prevent them from destroying their papers. Investigations are being made whether in fact any such order was issued. It is categorically denied that any German prisoner had his hands tied, and if any such order was issued it will be cancelled." [17, 1450, 137, 1575]
gunners-body: A record number of five planes was brought down by New Zealand anti-aircraft gunners yesterday. The performance was exceptionally creditable, as three of the planes were last Messerschmitt 109 F's. The other two were Macchi 202s. One plane, which was evidently carrying a bomb-load, was dismembered in mid-air, but the others crashed and caught fire. The pilot of one parachuted to within a few yards of the headquarters of the anti-aircraft regiment which had shot him down. It was a busy day for the anti-aircraft batteries, but many of the planes seen were not within range. The New Zealanders escaped with only light raids. A short stern hindered observation of artillery, but our guns were engaged in shooting at tank lorry formations. Strong patrols accompanied by tanks this week were out from the New Zealand lines last night and performed their tasks without much incident. One tank crashed over a lorry and an anti-tank gun, and killed a German, an Italian, and destroyed several machine-guns and over-run infantry in weapon pits. The divisional cavalry has been active and this morning captured an armoured car. [148, 1184, 269, 1481]
execution-body-2: Black flags were hoisted on telegraph poles and on houses in Carlisle road, a Nationalist district of Belfast. This afternoon 1000 Belfast members of the Transport and General Workers' Union stopped work as a protest against Williams's execution. There was a similar stoppage at Newry, where Roman Catholic shops were closed. Practically all the principal shops and industrial and business concerns at Waterford observed a one hour cessation of work. [688, 295, 813, 420]
german-allegation-dateline: (B.O.W.) RUGBY, September 2. [17, 1438, 137, 1448]
fluid-action-headline: FLUID ACTION IN DESERT [148, 380, 269, 412]
last-night-list-intro: The following N.Z.E.F. casualty list was issued tonight:— [824, 1013, 947, 1032]
map-label: CASPIAN SEA [649, 537, 693, 544]
map-city-dot [604, 583, 606, 585]
willkie-headline: MR WILLKIE IN CAIRO [148, 1491, 269, 1513]
buka-dateline: (Special Australian Correspondent, N.Z.P.A.) (Rec. 11.15 p.m.) SYDNEY, Sept. 3. [279, 91, 401, 120]
main-lead-paragraph: No major land battles are reported in the Western Desert, but the Allied air forces have given Field-Marshal Erwin Rommel's Axis forces no rest. It is emphasised that neither side has yet made an all-out effort with its armoured forces. Lieutenant-General B. L. Montgomery, commander of the 8th Army, summed up the British position when he said: "The enemy has not penetrated any part of our organised defence." [18, 187, 267, 285]
list-heading: PRISONERS OF WAR, PREVIOUSLY REPORTED MISSING, BELIEVED PRISONER OF WAR [824, 731, 947, 769]
page-number: 5 [1101, 6, 1106, 19]
map-label: Kletskaya [589, 392, 618, 399]
fraser-canada-headline: MR FRASER TO LEAVE FOR CANADA [688, 872, 813, 894]
map-label: Tiflis [629, 562, 643, 569]
appeal-board-subheadline: EXEMPTION SOUGHT FOR FISHERMEN [958, 61, 1086, 83]
eagle-body: The only New Zealander in the aircraft-carrier Eagle, which was torpedoed in the Mediterranean, was Sub-Lieutenant H. S. Duthie, of the Fleet Air Arm, who belongs to Epsom, Auckland. He was 20 yards from the ship when she went down. "There was a terrific explosion," he said. "I was blown over the side and swam for half an hour before being picked up by a destroyer. "I had just gone down to my cabin in order to pick up my gear, because I was about to begin a flight, when four torpedoes hit the ship almost simultaneously with a terrific explosion. I then dashed up to the flight deck because the ship listed badly. The ship had now a list of about 30 degrees and began to go down by the stern. I reached the side of the ship and slid down a rope. I struck out and had been swimming for about half an hour when I was picked up by a destroyer. I jumped from the destroyer to the dock and was taken to Gibraltar." [17, 1114, 137, 1363]
first-raid-body: An outline of events in Egypt was given in the House of Commons by Lieutenant-General B. L. Montgomery, commander of the 8th Army, at his headquarters on the 2nd. The enemy made his first moves on Sunday night, and then began to probe our positions. New Zealanders were fighting in the first attacks, and several enemy tanks were knocked out. South Africans were in the thick of the fighting to the south, and the Yorkshiremen and Indians held their ground. The enemy remained in the area on Monday, and attempts were made to break through at several points. Our light forces withdrew in accordance with prearranged plans and our armour and artillery continued to pound him. About 2 a.m. on Monday a German column moved forward to the northern end of our line but was heavily engaged. Further south strong enemy forces were forced to ground by our fire. By 10 a.m. the enemy was seen to be moving eastward, and by 5 p.m. they were probing our positions, but did not get to the attack, and during the night the enemy forces were in contact with our forward troops. [17, 457, 137, 745]
german-allegation-headline: GERMAN ALLEGATION [17, 1372, 137, 1404]
lead-story-group [12, 20, 274, 1494]
